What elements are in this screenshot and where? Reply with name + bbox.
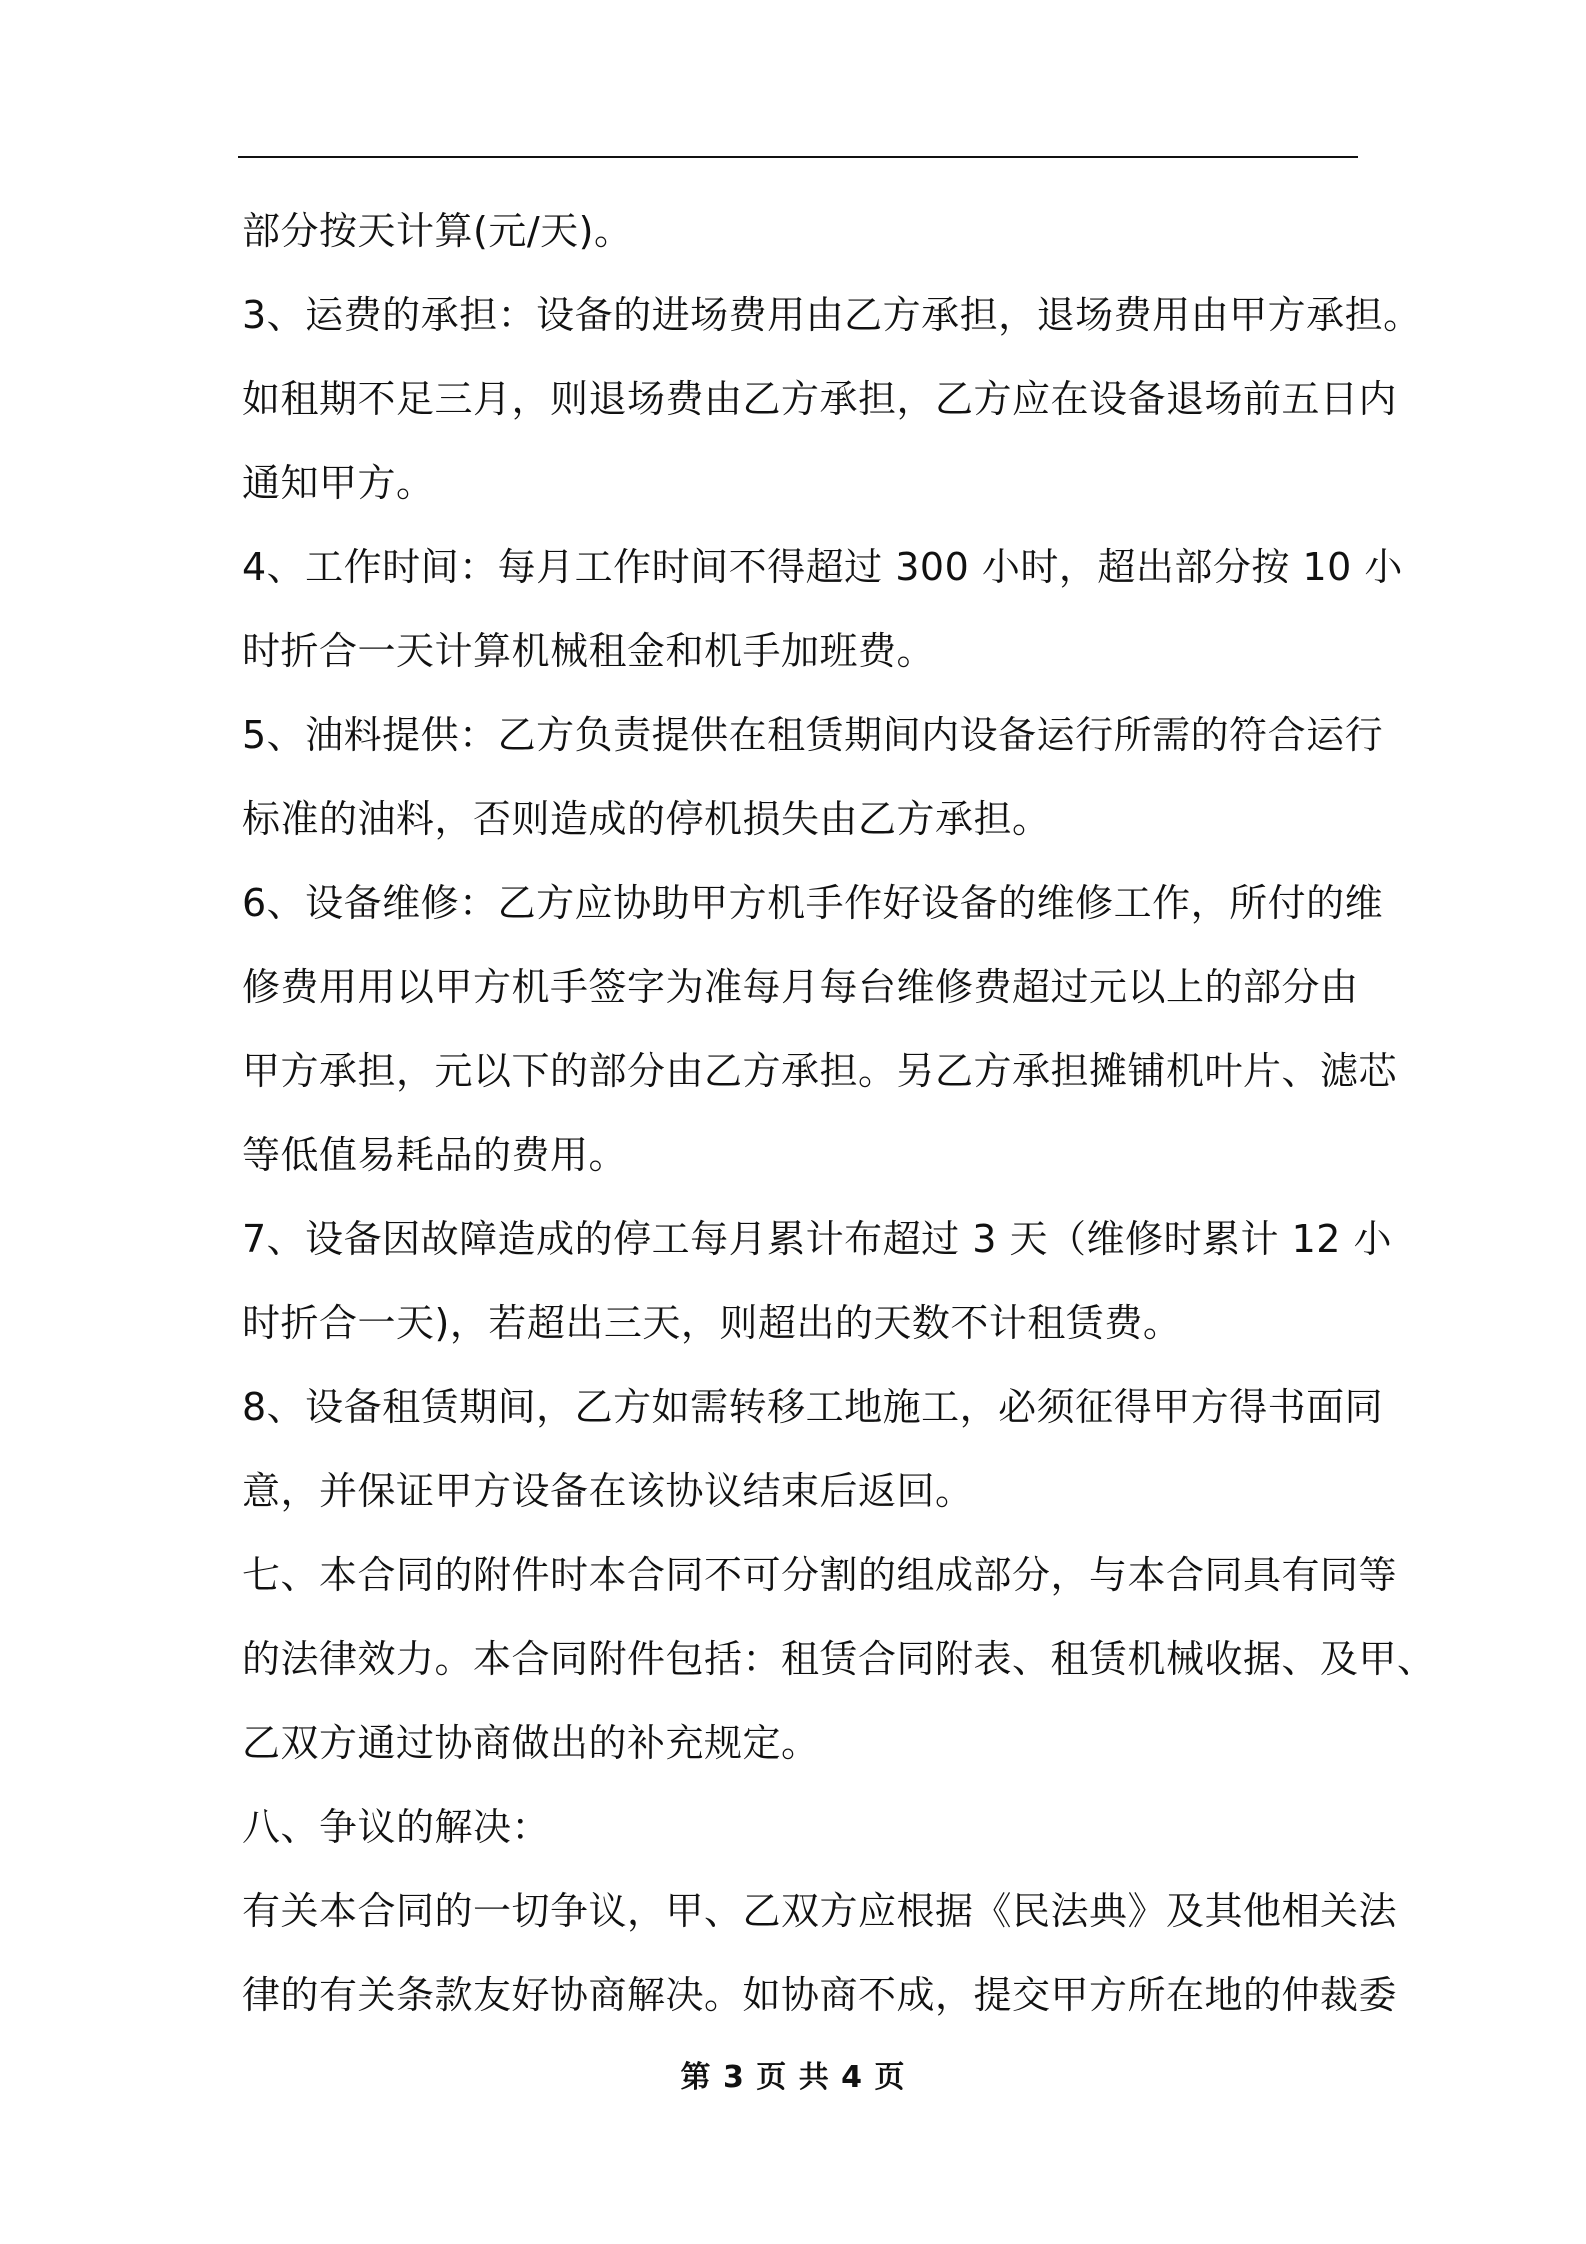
header-rule [238, 156, 1358, 158]
text-line: 修费用用以甲方机手签字为准每月每台维修费超过元以上的部分由 [242, 965, 1359, 1009]
text-line: 的法律效力。本合同附件包括：租赁合同附表、租赁机械收据、及甲、 [242, 1637, 1436, 1681]
text-line: 乙双方通过协商做出的补充规定。 [242, 1721, 820, 1765]
page-number: 第 3 页 共 4 页 [680, 2060, 906, 2095]
text-line: 如租期不足三月，则退场费由乙方承担，乙方应在设备退场前五日内 [242, 377, 1398, 421]
text-line: 4、工作时间：每月工作时间不得超过 300 小时，超出部分按 10 小 [242, 545, 1403, 589]
text-line: 时折合一天计算机械租金和机手加班费。 [242, 629, 936, 673]
text-line: 通知甲方。 [242, 461, 435, 505]
text-line: 3、运费的承担：设备的进场费用由乙方承担，退场费用由甲方承担。 [242, 293, 1422, 337]
text-line: 8、设备租赁期间，乙方如需转移工地施工，必须征得甲方得书面同 [242, 1385, 1384, 1429]
document-body [242, 196, 1436, 2044]
text-line: 标准的油料，否则造成的停机损失由乙方承担。 [242, 797, 1051, 841]
text-line: 6、设备维修：乙方应协助甲方机手作好设备的维修工作，所付的维 [242, 881, 1384, 925]
text-line: 有关本合同的一切争议，甲、乙双方应根据《民法典》及其他相关法 [242, 1889, 1398, 1933]
text-line: 律的有关条款友好协商解决。如协商不成，提交甲方所在地的仲裁委 [242, 1973, 1398, 2017]
text-line: 七、本合同的附件时本合同不可分割的组成部分，与本合同具有同等 [242, 1553, 1398, 1597]
text-line: 5、油料提供：乙方负责提供在租赁期间内设备运行所需的符合运行 [242, 713, 1384, 757]
text-line: 时折合一天)，若超出三天，则超出的天数不计租赁费。 [242, 1301, 1182, 1345]
text-line: 7、设备因故障造成的停工每月累计布超过 3 天（维修时累计 12 小 [242, 1217, 1393, 1261]
text-line: 部分按天计算(元/天)。 [242, 209, 633, 253]
text-line: 八、争议的解决： [242, 1805, 551, 1849]
text-line: 意，并保证甲方设备在该协议结束后返回。 [242, 1469, 974, 1513]
text-line: 甲方承担，元以下的部分由乙方承担。另乙方承担摊铺机叶片、滤芯 [242, 1049, 1398, 1093]
text-line: 等低值易耗品的费用。 [242, 1133, 628, 1177]
